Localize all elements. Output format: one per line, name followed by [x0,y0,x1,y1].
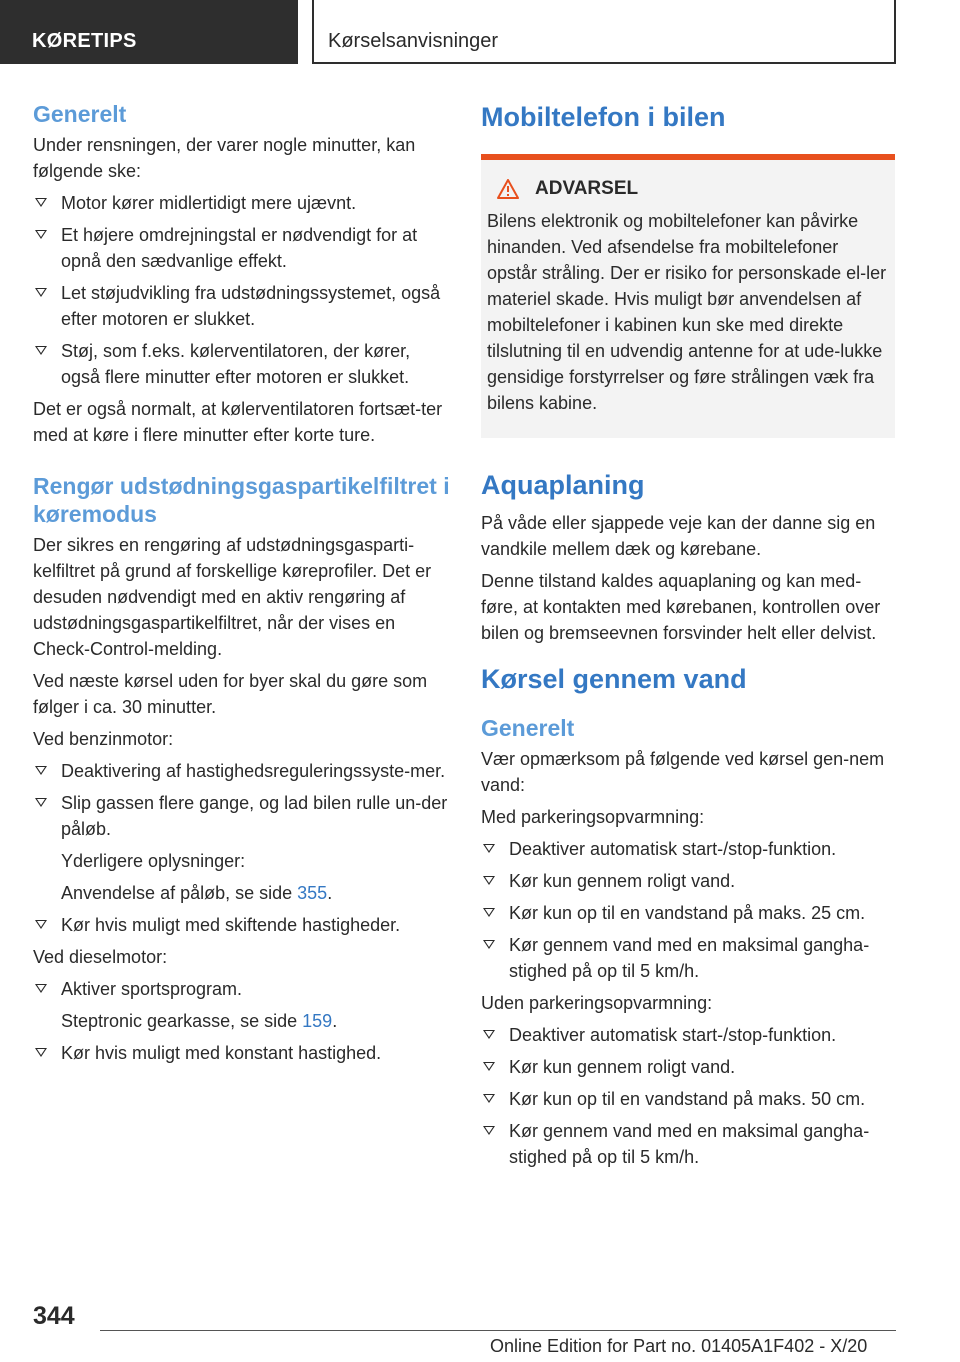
paragraph: Vær opmærksom på følgende ved kørsel gen-nem vand: [481,749,885,795]
heading-koersel-gennem-vand: Kørsel gennem vand [481,664,747,694]
bullet-list [33,758,453,842]
heading-mobiltelefon: Mobiltelefon i bilen [481,102,726,132]
bullet-list [33,976,453,1002]
triangle-bullet-icon [483,876,495,885]
list-item: Let støjudvikling fra udstødningssystemet, også efter motoren er slukket. [33,280,453,332]
triangle-bullet-icon [35,798,47,807]
bullet-list [33,1040,453,1066]
warning-box [481,160,895,438]
triangle-bullet-icon [35,198,47,207]
list-item: Kør kun op til en vandstand på maks. 25 cm. [481,900,895,926]
paragraph: Det er også normalt, at kølerventilatoren fortsæt-ter med at køre i flere minutter efter korte ture. [33,399,443,445]
paragraph: Under rensningen, der varer nogle minutter, kan følgende ske: [33,135,416,181]
triangle-bullet-icon [35,766,47,775]
triangle-bullet-icon [483,1062,495,1071]
triangle-bullet-icon [483,1094,495,1103]
list-item: Kør gennem vand med en maksimal gangha-stighed på op til 5 km/h. [481,932,895,984]
warning-text: Bilens elektronik og mobiltelefoner kan påvirke hinanden. Ved afsendelse fra mobiltelefoner opstår stråling. Der er risiko for personskade el-ler materiel skade. Hvis muligt bør anvendelsen af mobiltelefoner i kabinen kun ske med direkte tilslutning til en udvendig antenne for at ude-lukke gensidige forstyrrelser og føre strålingen væk fra bilens kabine. [487,211,887,413]
triangle-bullet-icon [35,230,47,239]
section-tab: KØRETIPS [0,0,298,64]
list-item: Kør kun gennem roligt vand. [481,868,895,894]
paragraph: Denne tilstand kaldes aquaplaning og kan med-føre, at kontakten med kørebanen, kontrollen over bilen og bremseevnen forsvinder helt eller delvist. [481,571,881,643]
page-link[interactable]: 159 [302,1011,333,1031]
list-item: Slip gassen flere gange, og lad bilen rulle un-der påløb. [33,790,453,842]
right-column [481,100,895,1176]
heading-generelt: Generelt [33,101,127,127]
heading-aquaplaning: Aquaplaning [481,470,645,500]
triangle-bullet-icon [35,346,47,355]
footer-divider [100,1330,896,1331]
page-header [0,0,960,66]
paragraph: Ved næste kørsel uden for byer skal du gøre som følger i ca. 30 minutter. [33,671,428,717]
triangle-bullet-icon [483,940,495,949]
list-item: Deaktiver automatisk start-/stop-funktion. [481,836,895,862]
triangle-bullet-icon [483,1030,495,1039]
list-item: Kør kun op til en vandstand på maks. 50 cm. [481,1086,895,1112]
page-link[interactable]: 355 [297,883,328,903]
warning-title: ADVARSEL [487,176,887,202]
page-number: 344 [33,1302,75,1330]
paragraph: Med parkeringsopvarmning: [481,807,705,827]
list-item: Deaktiver automatisk start-/stop-funktion. [481,1022,895,1048]
list-item: Kør gennem vand med en maksimal gangha-stighed på op til 5 km/h. [481,1118,895,1170]
list-item: Deaktivering af hastighedsreguleringssyste-mer. [33,758,453,784]
paragraph: Ved benzinmotor: [33,729,174,749]
footer-edition: Online Edition for Part no. 01405A1F402 - X/20 [490,1336,868,1356]
triangle-bullet-icon [35,920,47,929]
triangle-bullet-icon [35,1048,47,1057]
bullet-list [481,836,895,984]
paragraph: Ved dieselmotor: [33,947,168,967]
chapter-title: Kørselsanvisninger [312,0,896,64]
triangle-bullet-icon [483,908,495,917]
list-item: Støj, som f.eks. kølerventilatoren, der kører, også flere minutter efter motoren er slukket. [33,338,453,390]
paragraph: Uden parkeringsopvarmning: [481,993,713,1013]
list-item: Motor kører midlertidigt mere ujævnt. [33,190,453,216]
left-column [33,100,453,1072]
list-item: Aktiver sportsprogram. [33,976,453,1002]
bullet-list [481,1022,895,1170]
triangle-bullet-icon [35,984,47,993]
bullet-list [33,912,453,938]
warning-triangle-icon [497,179,519,199]
info-label: Yderligere oplysninger: [61,851,246,871]
cross-reference: Anvendelse af påløb, se side 355. [61,883,333,903]
triangle-bullet-icon [483,1126,495,1135]
list-item: Kør hvis muligt med skiftende hastigheder. [33,912,453,938]
bullet-list [33,190,453,390]
paragraph: På våde eller sjappede veje kan der danne sig en vandkile mellem dæk og kørebane. [481,513,876,559]
heading-generelt: Generelt [481,715,575,741]
cross-reference: Steptronic gearkasse, se side 159. [61,1011,338,1031]
paragraph: Der sikres en rengøring af udstødningsgasparti-kelfiltret på grund af forskellige køreprofiler. Det er desuden nødvendigt med en aktiv rengøring af udstødningsgaspartikelfiltret, når der vises en Check-Control-melding. [33,535,432,659]
list-item: Kør hvis muligt med konstant hastighed. [33,1040,453,1066]
heading-rengor: Rengør udstødningsgaspartikelfiltret i køremodus [33,473,450,527]
triangle-bullet-icon [35,288,47,297]
triangle-bullet-icon [483,844,495,853]
list-item: Et højere omdrejningstal er nødvendigt for at opnå den sædvanlige effekt. [33,222,453,274]
list-item: Kør kun gennem roligt vand. [481,1054,895,1080]
